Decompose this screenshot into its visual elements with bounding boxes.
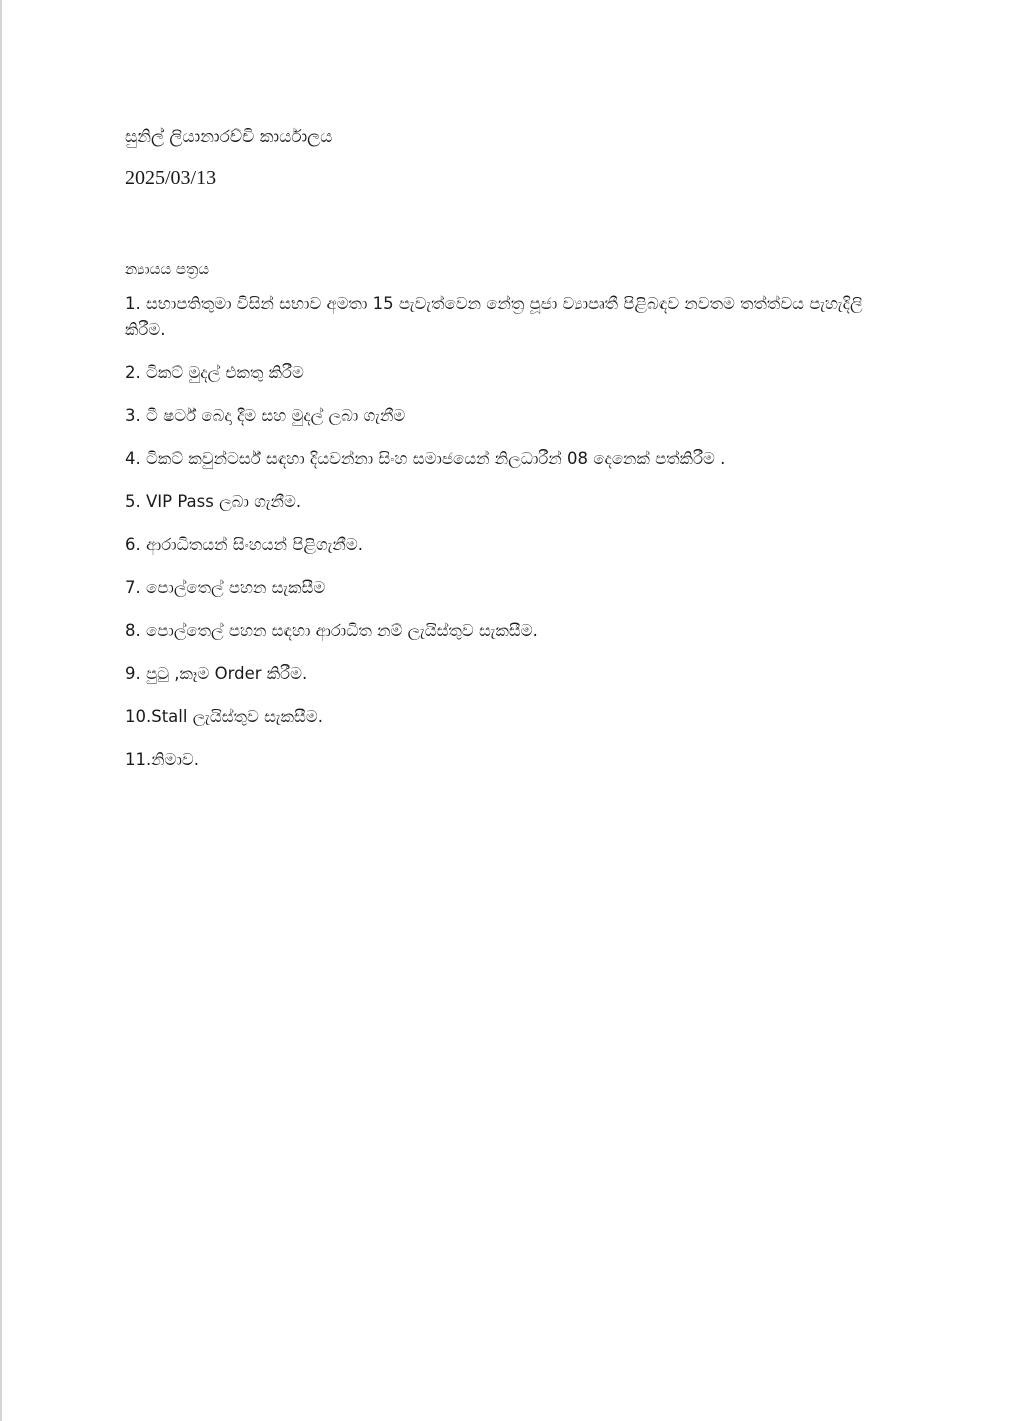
agenda-item: 2. ටිකට් මුදල් එකතු කිරීම [125, 363, 304, 382]
agenda-list [125, 291, 895, 773]
agenda-item: 3. ටී ෂර්ට් බෙදා දීම සහ මුදල් ලබා ගැනීම [125, 406, 406, 425]
agenda-item: 9. පුටු ,කෑම Order කිරීම. [125, 664, 308, 683]
agenda-item: 8. පොල්තෙල් පහන සඳහා ආරාධිත නම් ලැයිස්තුව සැකසීම. [125, 621, 538, 640]
agenda-item: 4. ටිකට් කවුන්ටර්ස් සඳහා දියවන්නා සිංහ සමාජයෙන් නිලධාරීන් 08 දෙනෙක් පත්කිරීම . [125, 449, 726, 468]
office-title: සුනිල් ලියානාරච්චි කාර්යාලය [125, 127, 333, 147]
agenda-item: 5. VIP Pass ලබා ගැනීම. [125, 492, 302, 511]
document-date: 2025/03/13 [125, 167, 217, 189]
agenda-item: 6. ආරාධිතයන් සිංහයන් පිළිගැනීම. [125, 535, 363, 554]
page-edge [0, 0, 2, 1421]
agenda-item: 1. සභාපතිතුමා විසින් සභාව අමතා 15 පැවැත්වෙන නේත්‍ර පූජා ව්‍යාපෘතී පිළිබඳව නවතම තත්ත්වය පැහැදිලි කිරීම. [125, 294, 863, 339]
agenda-item: 10.Stall ලැයිස්තුව සැකසීම. [125, 707, 323, 726]
agenda-item: 11.නිමාව. [125, 750, 200, 769]
document-page [125, 120, 895, 790]
agenda-title: න්‍යායය පත්‍රය [125, 260, 210, 278]
agenda-item: 7. පොල්තෙල් පහන සැකසීම [125, 578, 326, 597]
